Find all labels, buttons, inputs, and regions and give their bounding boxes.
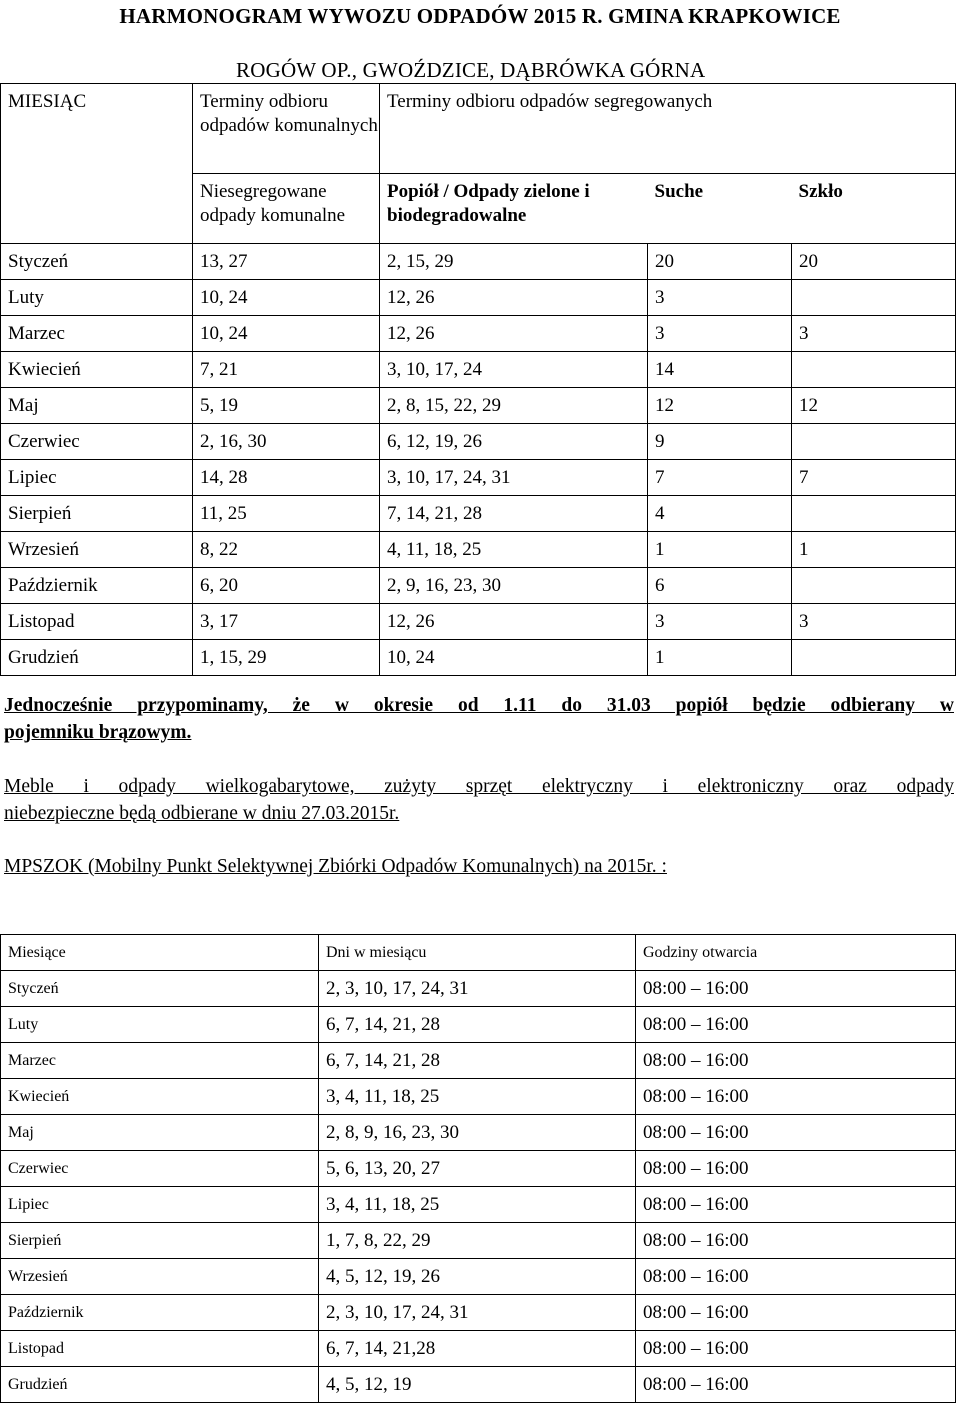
- month-cell: Lipiec: [1, 460, 193, 496]
- ash-green-cell: 2, 8, 15, 22, 29: [380, 388, 648, 424]
- mpszok-hours-cell: 08:00 – 16:00: [636, 1115, 956, 1151]
- mpszok-row: [1, 1007, 956, 1043]
- mpszok-row: [1, 1079, 956, 1115]
- mpszok-table: [0, 934, 956, 1403]
- glass-cell: 1: [792, 532, 956, 568]
- schedule-row: [1, 640, 956, 676]
- month-cell: Wrzesień: [1, 532, 193, 568]
- ash-green-header: Popiół / Odpady zielone i biodegradowalne: [380, 174, 648, 244]
- glass-cell: [792, 280, 956, 316]
- month-cell: Sierpień: [1, 496, 193, 532]
- mpszok-hours-cell: 08:00 – 16:00: [636, 1007, 956, 1043]
- mpszok-row: [1, 1331, 956, 1367]
- mixed-waste-cell: 14, 28: [193, 460, 380, 496]
- mpszok-days-cell: 6, 7, 14, 21,28: [319, 1331, 636, 1367]
- mpszok-hours-cell: 08:00 – 16:00: [636, 1187, 956, 1223]
- month-cell: Październik: [1, 568, 193, 604]
- glass-header: Szkło: [792, 174, 956, 244]
- schedule-row: [1, 604, 956, 640]
- mpszok-days-cell: 6, 7, 14, 21, 28: [319, 1043, 636, 1079]
- bulky-waste-line: Meble i odpady wielkogabarytowe, zużyty sprzęt elektryczny i elektroniczny oraz odpady: [4, 776, 954, 797]
- mpszok-month-cell: Maj: [1, 1115, 319, 1151]
- dry-cell: 1: [648, 640, 792, 676]
- mpszok-row: [1, 1259, 956, 1295]
- glass-cell: 3: [792, 316, 956, 352]
- mpszok-row: [1, 1151, 956, 1187]
- ash-green-cell: 12, 26: [380, 604, 648, 640]
- mixed-waste-cell: 10, 24: [193, 316, 380, 352]
- mpszok-row: [1, 1223, 956, 1259]
- ash-notice: [4, 692, 954, 746]
- mpszok-row: [1, 971, 956, 1007]
- page-title: HARMONOGRAM WYWOZU ODPADÓW 2015 R. GMINA KRAPKOWICE: [119, 4, 841, 28]
- mpszok-days-cell: 4, 5, 12, 19: [319, 1367, 636, 1403]
- mpszok-row: [1, 1367, 956, 1403]
- mpszok-days-cell: 5, 6, 13, 20, 27: [319, 1151, 636, 1187]
- schedule-row: [1, 352, 956, 388]
- mpszok-month-cell: Październik: [1, 1295, 319, 1331]
- mpszok-month-cell: Lipiec: [1, 1187, 319, 1223]
- ash-green-cell: 3, 10, 17, 24: [380, 352, 648, 388]
- mpszok-days-cell: 3, 4, 11, 18, 25: [319, 1187, 636, 1223]
- schedule-body: [1, 244, 956, 676]
- mixed-waste-cell: 7, 21: [193, 352, 380, 388]
- glass-cell: [792, 424, 956, 460]
- bulky-waste-line: niebezpieczne będą odbierane w dniu 27.03.2015r.: [4, 803, 400, 824]
- dry-cell: 9: [648, 424, 792, 460]
- mpszok-row: [1, 1295, 956, 1331]
- glass-cell: 7: [792, 460, 956, 496]
- dry-cell: 4: [648, 496, 792, 532]
- mpszok-month-cell: Sierpień: [1, 1223, 319, 1259]
- ash-green-cell: 2, 9, 16, 23, 30: [380, 568, 648, 604]
- mpszok-month-cell: Kwiecień: [1, 1079, 319, 1115]
- dry-header: Suche: [648, 174, 792, 244]
- dry-cell: 12: [648, 388, 792, 424]
- schedule-row: [1, 244, 956, 280]
- mpszok-hours-cell: 08:00 – 16:00: [636, 971, 956, 1007]
- ash-green-cell: 12, 26: [380, 316, 648, 352]
- mpszok-month-header: Miesiące: [1, 935, 319, 971]
- ash-notice-line: Jednocześnie przypominamy, że w okresie od 1.11 do 31.03 popiół będzie odbierany w: [4, 695, 954, 716]
- mpszok-row: [1, 1043, 956, 1079]
- dry-cell: 6: [648, 568, 792, 604]
- mpszok-month-cell: Listopad: [1, 1331, 319, 1367]
- mixed-waste-cell: 6, 20: [193, 568, 380, 604]
- ash-notice-line: pojemniku brązowym.: [4, 722, 192, 743]
- mpszok-hours-cell: 08:00 – 16:00: [636, 1043, 956, 1079]
- month-cell: Maj: [1, 388, 193, 424]
- mpszok-days-cell: 1, 7, 8, 22, 29: [319, 1223, 636, 1259]
- mpszok-month-cell: Marzec: [1, 1043, 319, 1079]
- glass-cell: 3: [792, 604, 956, 640]
- mpszok-hours-cell: 08:00 – 16:00: [636, 1367, 956, 1403]
- communal-header: Terminy odbioru odpadów komunalnych: [193, 84, 380, 174]
- dry-cell: 7: [648, 460, 792, 496]
- dry-cell: 1: [648, 532, 792, 568]
- mixed-waste-cell: 5, 19: [193, 388, 380, 424]
- dry-cell: 14: [648, 352, 792, 388]
- bulky-waste-notice: [4, 773, 954, 827]
- ash-green-cell: 10, 24: [380, 640, 648, 676]
- mpszok-row: [1, 1115, 956, 1151]
- mpszok-header-row: [1, 935, 956, 971]
- mixed-waste-cell: 1, 15, 29: [193, 640, 380, 676]
- mpszok-month-cell: Czerwiec: [1, 1151, 319, 1187]
- glass-cell: [792, 352, 956, 388]
- glass-cell: [792, 640, 956, 676]
- segregated-header: Terminy odbioru odpadów segregowanych: [380, 84, 956, 174]
- ash-green-cell: 6, 12, 19, 26: [380, 424, 648, 460]
- mpszok-month-cell: Styczeń: [1, 971, 319, 1007]
- schedule-row: [1, 424, 956, 460]
- month-cell: Styczeń: [1, 244, 193, 280]
- schedule-row: [1, 496, 956, 532]
- month-cell: Kwiecień: [1, 352, 193, 388]
- mpszok-month-cell: Grudzień: [1, 1367, 319, 1403]
- mpszok-days-cell: 2, 3, 10, 17, 24, 31: [319, 1295, 636, 1331]
- schedule-row: [1, 388, 956, 424]
- dry-cell: 3: [648, 280, 792, 316]
- schedule-row: [1, 316, 956, 352]
- mixed-waste-cell: 10, 24: [193, 280, 380, 316]
- ash-green-cell: 3, 10, 17, 24, 31: [380, 460, 648, 496]
- mpszok-hours-cell: 08:00 – 16:00: [636, 1079, 956, 1115]
- mpszok-days-cell: 2, 8, 9, 16, 23, 30: [319, 1115, 636, 1151]
- month-column-header: MIESIĄC: [1, 84, 193, 244]
- mpszok-body: [1, 971, 956, 1403]
- schedule-row: [1, 280, 956, 316]
- mpszok-row: [1, 1187, 956, 1223]
- month-cell: Marzec: [1, 316, 193, 352]
- mpszok-hours-cell: 08:00 – 16:00: [636, 1295, 956, 1331]
- ash-green-cell: 4, 11, 18, 25: [380, 532, 648, 568]
- mpszok-hours-header: Godziny otwarcia: [636, 935, 956, 971]
- glass-cell: 12: [792, 388, 956, 424]
- month-cell: Grudzień: [1, 640, 193, 676]
- mixed-waste-header: Niesegregowane odpady komunalne: [193, 174, 380, 244]
- mixed-waste-cell: 11, 25: [193, 496, 380, 532]
- dry-cell: 3: [648, 604, 792, 640]
- mpszok-days-cell: 6, 7, 14, 21, 28: [319, 1007, 636, 1043]
- mpszok-hours-cell: 08:00 – 16:00: [636, 1223, 956, 1259]
- mpszok-heading: MPSZOK (Mobilny Punkt Selektywnej Zbiórki Odpadów Komunalnych) na 2015r. :: [4, 856, 667, 877]
- mixed-waste-cell: 3, 17: [193, 604, 380, 640]
- dry-cell: 3: [648, 316, 792, 352]
- mpszok-hours-cell: 08:00 – 16:00: [636, 1259, 956, 1295]
- glass-cell: [792, 568, 956, 604]
- ash-green-cell: 12, 26: [380, 280, 648, 316]
- mpszok-hours-cell: 08:00 – 16:00: [636, 1331, 956, 1367]
- mpszok-month-cell: Wrzesień: [1, 1259, 319, 1295]
- schedule-header-row: [1, 84, 956, 174]
- dry-cell: 20: [648, 244, 792, 280]
- mpszok-hours-cell: 08:00 – 16:00: [636, 1151, 956, 1187]
- mpszok-days-cell: 4, 5, 12, 19, 26: [319, 1259, 636, 1295]
- mixed-waste-cell: 8, 22: [193, 532, 380, 568]
- mpszok-days-cell: 3, 4, 11, 18, 25: [319, 1079, 636, 1115]
- glass-cell: 20: [792, 244, 956, 280]
- page-subtitle: ROGÓW OP., GWOŹDZICE, DĄBRÓWKA GÓRNA: [236, 58, 706, 82]
- ash-green-cell: 2, 15, 29: [380, 244, 648, 280]
- mpszok-days-header: Dni w miesiącu: [319, 935, 636, 971]
- month-cell: Listopad: [1, 604, 193, 640]
- schedule-row: [1, 568, 956, 604]
- month-cell: Luty: [1, 280, 193, 316]
- schedule-row: [1, 532, 956, 568]
- glass-cell: [792, 496, 956, 532]
- month-cell: Czerwiec: [1, 424, 193, 460]
- mpszok-days-cell: 2, 3, 10, 17, 24, 31: [319, 971, 636, 1007]
- ash-green-cell: 7, 14, 21, 28: [380, 496, 648, 532]
- schedule-row: [1, 460, 956, 496]
- collection-schedule-table: [0, 83, 956, 676]
- mixed-waste-cell: 2, 16, 30: [193, 424, 380, 460]
- mixed-waste-cell: 13, 27: [193, 244, 380, 280]
- mpszok-month-cell: Luty: [1, 1007, 319, 1043]
